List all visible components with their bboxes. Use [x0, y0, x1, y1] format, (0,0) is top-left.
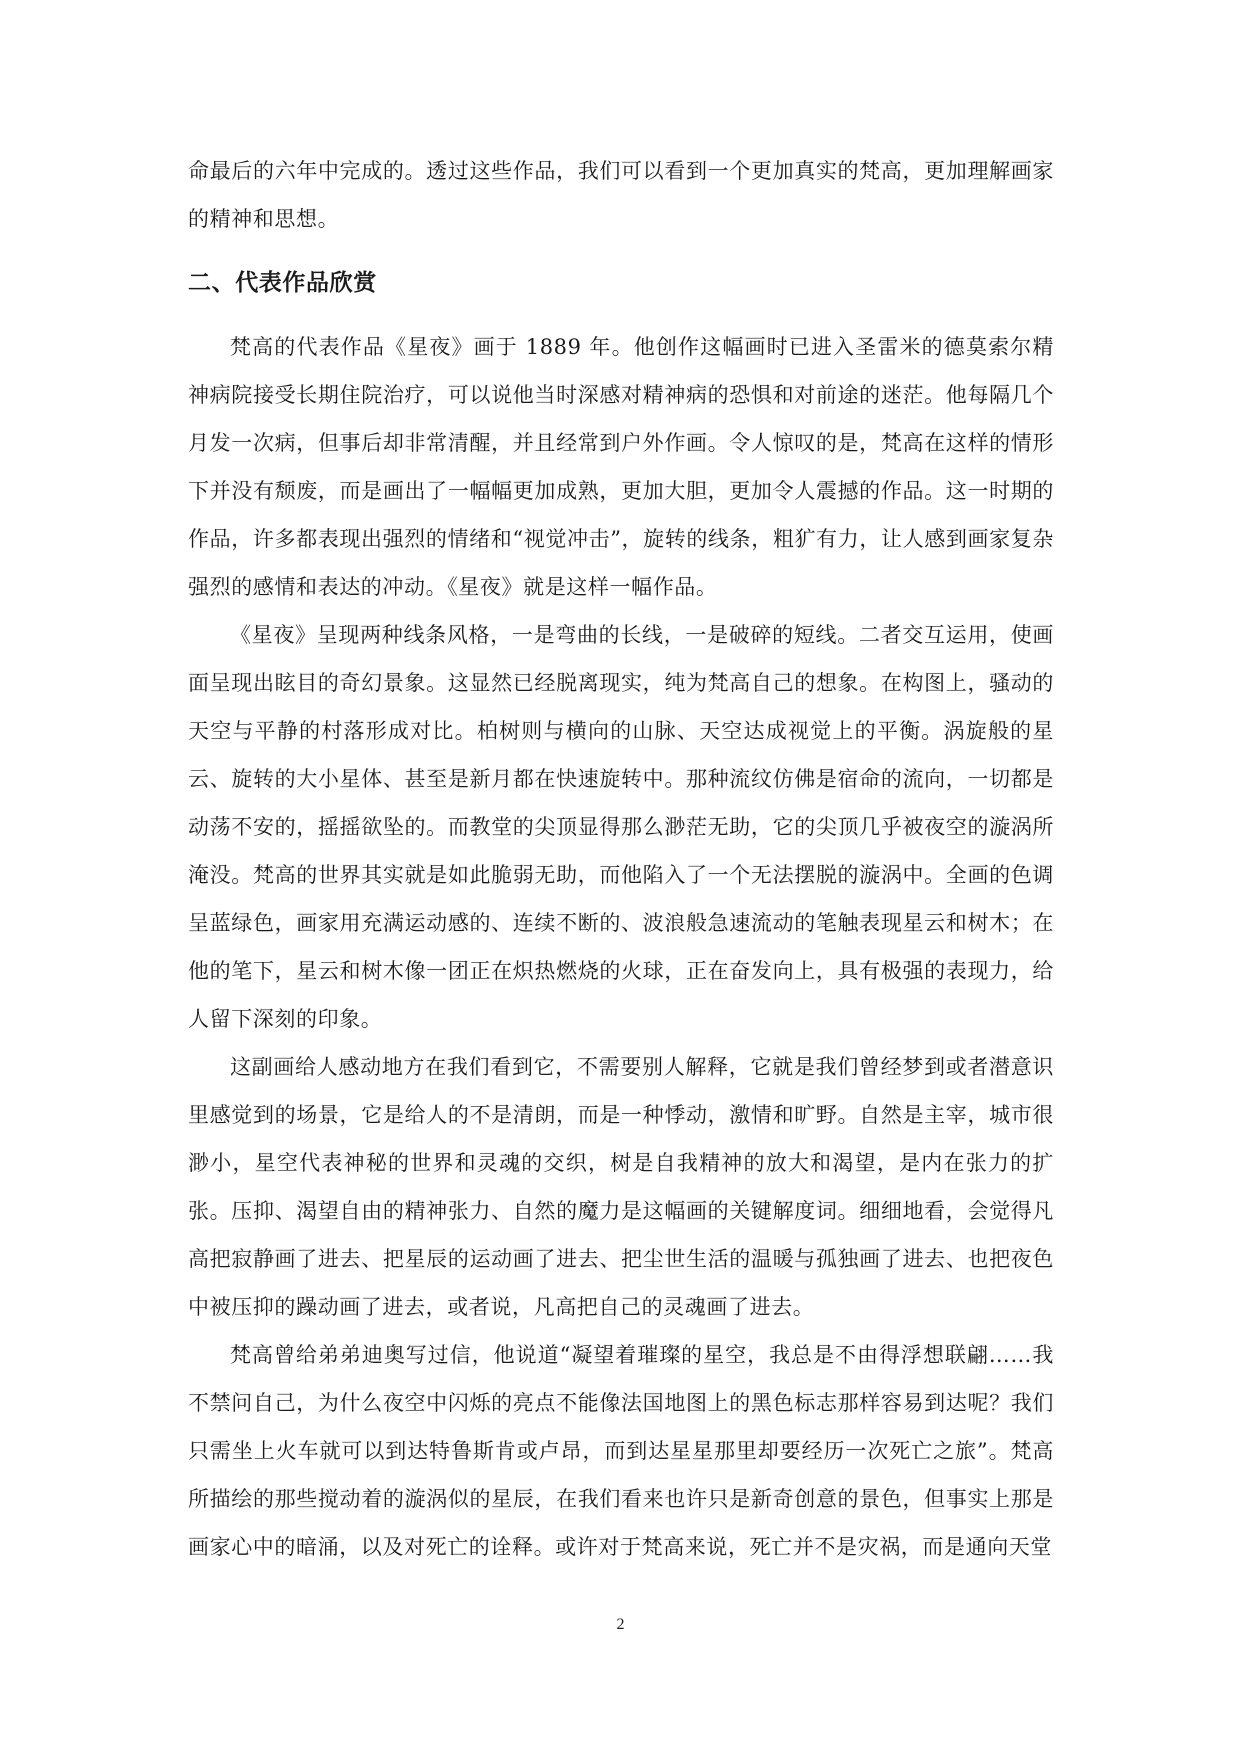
paragraph-starry-night-intro: 梵高的代表作品《星夜》画于 1889 年。他创作这幅画时已进入圣雷米的德莫索尔精神病院接受长期住院治疗，可以说他当时深感对精神病的恐惧和对前途的迷茫。他每隔几个月发一次病，但事后却非常清醒，并且经常到户外作画。令人惊叹的是，梵高在这样的情形下并没有颓废，而是画出了一幅幅更加成熟，更加大胆，更加令人震撼的作品。这一时期的作品，许多都表现出强烈的情绪和“视觉冲击”，旋转的线条，粗犷有力，让人感到画家复杂强烈的感情和表达的冲动。《星夜》就是这样一幅作品。 — [188, 335, 1054, 599]
document-body — [188, 147, 1054, 1571]
paragraph-line-style: 《星夜》呈现两种线条风格，一是弯曲的长线，一是破碎的短线。二者交互运用，使画面呈现出眩目的奇幻景象。这显然已经脱离现实，纯为梵高自己的想象。在构图上，骚动的天空与平静的村落形成对比。柏树则与横向的山脉、天空达成视觉上的平衡。涡旋般的星云、旋转的大小星体、甚至是新月都在快速旋转中。那种流纹仿佛是宿命的流向，一切都是动荡不安的，摇摇欲坠的。而教堂的尖顶显得那么渺茫无助，它的尖顶几乎被夜空的漩涡所淹没。梵高的世界其实就是如此脆弱无助，而他陷入了一个无法摆脱的漩涡中。全画的色调呈蓝绿色，画家用充满运动感的、连续不断的、波浪般急速流动的笔触表现星云和树木；在他的笔下，星云和树木像一团正在炽热燃烧的火球，正在奋发向上，具有极强的表现力，给人留下深刻的印象。 — [188, 623, 1054, 1031]
continuation-paragraph: 命最后的六年中完成的。透过这些作品，我们可以看到一个更加真实的梵高，更加理解画家的精神和思想。 — [188, 159, 1054, 231]
page-number: 2 — [616, 1616, 625, 1633]
paragraph-emotional-impact: 这副画给人感动地方在我们看到它，不需要别人解释，它就是我们曾经梦到或者潜意识里感觉到的场景，它是给人的不是清朗，而是一种悸动，激情和旷野。自然是主宰，城市很渺小，星空代表神秘的世界和灵魂的交织，树是自我精神的放大和渴望，是内在张力的扩张。压抑、渴望自由的精神张力、自然的魔力是这幅画的关键解度词。细细地看，会觉得凡高把寂静画了进去、把星辰的运动画了进去、把尘世生活的温暖与孤独画了进去、也把夜色中被压抑的躁动画了进去，或者说，凡高把自己的灵魂画了进去。 — [188, 1055, 1054, 1319]
section-heading: 二、代表作品欣赏 — [188, 270, 377, 296]
paragraph-letter-to-theo: 梵高曾给弟弟迪奥写过信，他说道“凝望着璀璨的星空，我总是不由得浮想联翩……我不禁问自己，为什么夜空中闪烁的亮点不能像法国地图上的黑色标志那样容易到达呢？我们只需坐上火车就可以到达特鲁斯肯或卢昂，而到达星星那里却要经历一次死亡之旅”。梵高所描绘的那些搅动着的漩涡似的星辰，在我们看来也许只是新奇创意的景色，但事实上那是画家心中的暗涌，以及对死亡的诠释。或许对于梵高来说，死亡并不是灾祸，而是通向天堂 — [188, 1343, 1054, 1559]
